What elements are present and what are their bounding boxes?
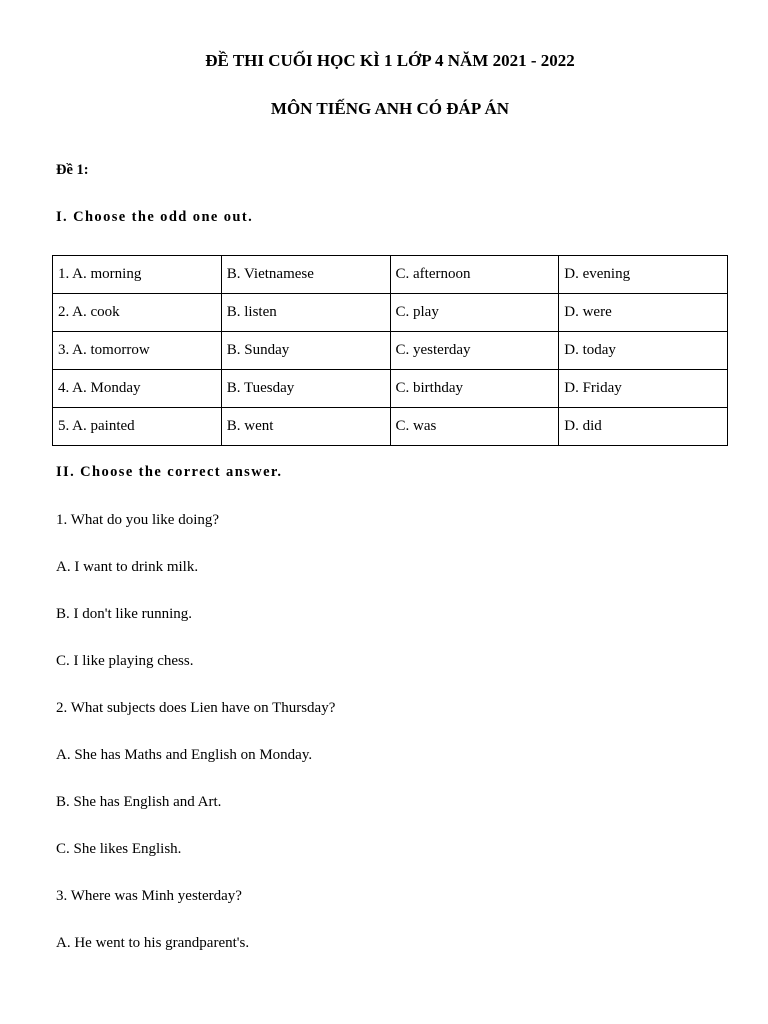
answer-option-2b: B. She has English and Art.	[56, 794, 222, 810]
table-cell: B. Sunday	[221, 332, 390, 370]
table-cell: C. play	[390, 294, 559, 332]
exam-subtitle: MÔN TIẾNG ANH CÓ ĐÁP ÁN	[270, 99, 510, 118]
answer-option-2c: C. She likes English.	[56, 841, 182, 857]
odd-one-out-table	[52, 255, 728, 446]
question-3: 3. Where was Minh yesterday?	[56, 888, 242, 904]
table-cell: D. did	[559, 408, 728, 446]
table-cell: C. afternoon	[390, 256, 559, 294]
table-cell: 1. A. morning	[53, 256, 222, 294]
answer-option-1c: C. I like playing chess.	[56, 653, 194, 669]
question-2: 2. What subjects does Lien have on Thursday?	[56, 700, 336, 716]
table-cell: B. Tuesday	[221, 370, 390, 408]
table-row	[53, 256, 728, 294]
question-1: 1. What do you like doing?	[56, 512, 220, 528]
table-cell: D. Friday	[559, 370, 728, 408]
table-row	[53, 408, 728, 446]
table-cell: D. were	[559, 294, 728, 332]
exam-title: ĐỀ THI CUỐI HỌC KÌ 1 LỚP 4 NĂM 2021 - 2022	[205, 51, 575, 70]
answer-option-1b: B. I don't like running.	[56, 606, 193, 622]
table-cell: C. birthday	[390, 370, 559, 408]
table-row	[53, 332, 728, 370]
answer-option-1a: A. I want to drink milk.	[56, 559, 199, 575]
table-cell: 2. A. cook	[53, 294, 222, 332]
table-cell: B. listen	[221, 294, 390, 332]
table-cell: B. went	[221, 408, 390, 446]
answer-option-2a: A. She has Maths and English on Monday.	[56, 747, 313, 763]
table-cell: C. was	[390, 408, 559, 446]
table-row	[53, 294, 728, 332]
section-1-heading: I. Choose the odd one out.	[56, 209, 254, 225]
answer-option-3a: A. He went to his grandparent's.	[56, 935, 250, 951]
table-cell: 4. A. Monday	[53, 370, 222, 408]
table-row	[53, 370, 728, 408]
table-cell: 5. A. painted	[53, 408, 222, 446]
table-cell: 3. A. tomorrow	[53, 332, 222, 370]
table-cell: B. Vietnamese	[221, 256, 390, 294]
table-cell: C. yesterday	[390, 332, 559, 370]
table-cell: D. today	[559, 332, 728, 370]
table-cell: D. evening	[559, 256, 728, 294]
exam-number-label: Đề 1:	[56, 162, 89, 178]
section-2-heading: II. Choose the correct answer.	[56, 464, 283, 480]
